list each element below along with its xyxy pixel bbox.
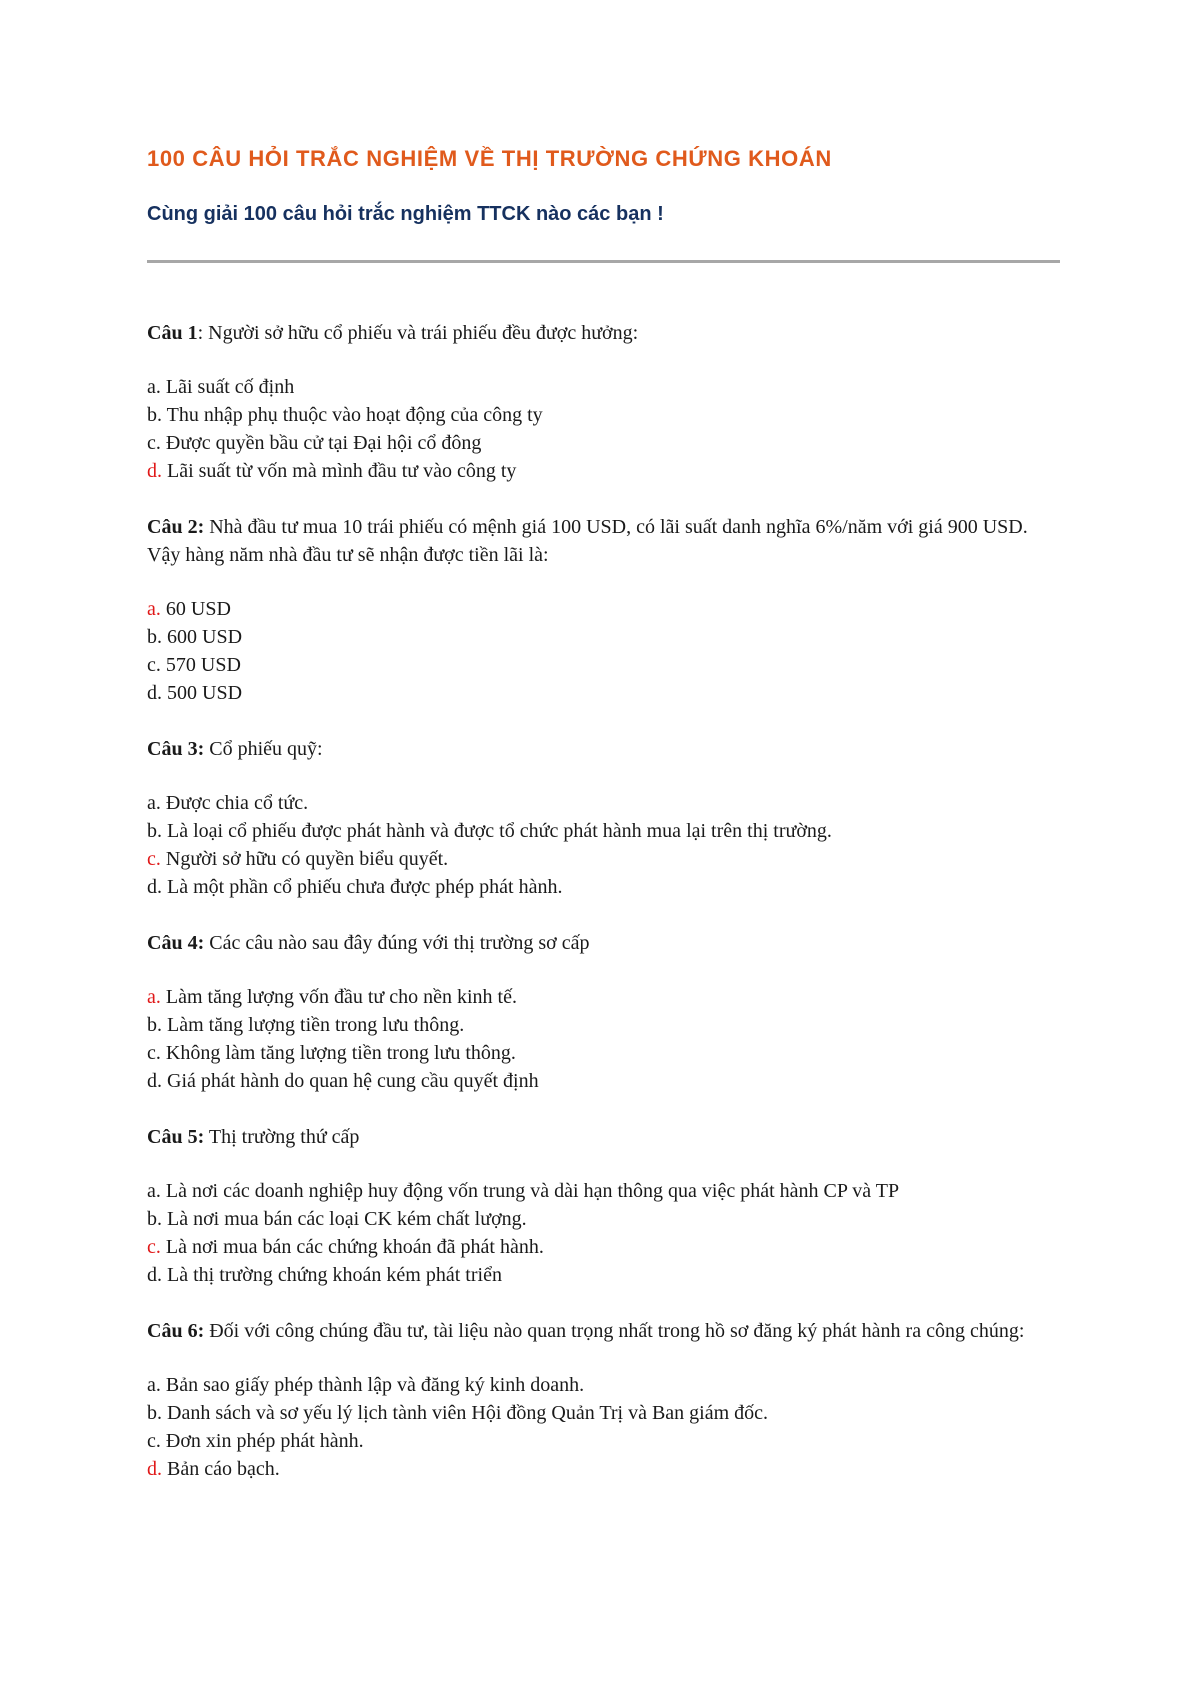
answer-option [147, 651, 1047, 679]
answer-text: Là loại cổ phiếu được phát hành và được tổ chức phát hành mua lại trên thị trường. [162, 820, 832, 842]
answer-option [147, 1205, 1047, 1233]
answer-letter: a. [147, 1374, 161, 1396]
answer-option [147, 1427, 1047, 1455]
document-subtitle: Cùng giải 100 câu hỏi trắc nghiệm TTCK nào các bạn ! [147, 203, 664, 225]
answer-text: Là một phần cổ phiếu chưa được phép phát hành. [162, 876, 563, 898]
answer-option [147, 1067, 1047, 1095]
question-block [147, 1123, 1047, 1289]
answer-option [147, 1399, 1047, 1427]
answer-letter: b. [147, 1014, 162, 1036]
question-body: Cổ phiếu quỹ: [209, 738, 323, 760]
answer-text: Được chia cổ tức. [160, 792, 309, 814]
answer-option [147, 373, 1047, 401]
answer-text: 60 USD [160, 598, 231, 620]
answer-letter: b. [147, 1208, 162, 1230]
question-body: Thị trường thứ cấp [208, 1126, 360, 1148]
answer-letter: c. [147, 1430, 161, 1452]
question-block [147, 319, 1047, 485]
horizontal-divider [147, 260, 1060, 263]
question-text [147, 1123, 1047, 1151]
answer-options [147, 983, 1047, 1095]
document-title: 100 CÂU HỎI TRẮC NGHIỆM VỀ THỊ TRƯỜNG CHỨNG KHOÁN [147, 146, 832, 171]
answer-text: Đơn xin phép phát hành. [160, 1430, 364, 1452]
answer-text: Làm tăng lượng vốn đầu tư cho nền kinh tế. [160, 986, 517, 1008]
question-text [147, 1317, 1047, 1345]
question-block [147, 929, 1047, 1095]
question-text [147, 319, 1047, 347]
answer-text: 570 USD [160, 654, 241, 676]
answer-text: Bản cáo bạch. [162, 1458, 280, 1480]
answer-letter: c. [147, 654, 161, 676]
answer-option [147, 679, 1047, 707]
question-text [147, 929, 1047, 957]
answer-option [147, 1261, 1047, 1289]
answer-letter: b. [147, 820, 162, 842]
answer-option [147, 983, 1047, 1011]
answer-option [147, 1039, 1047, 1067]
answer-letter: d. [147, 1070, 162, 1092]
correct-answer-letter: d. [147, 1458, 162, 1480]
answer-option [147, 845, 1047, 873]
answer-letter: d. [147, 682, 162, 704]
answer-option [147, 817, 1047, 845]
question-list [147, 319, 1047, 1483]
answer-text: Được quyền bầu cử tại Đại hội cổ đông [160, 432, 482, 454]
answer-text: Danh sách và sơ yếu lý lịch tành viên Hội đồng Quản Trị và Ban giám đốc. [162, 1402, 769, 1424]
question-number: Câu 5: [147, 1126, 205, 1148]
answer-option [147, 1233, 1047, 1261]
answer-text: Là nơi mua bán các chứng khoán đã phát hành. [160, 1236, 544, 1258]
question-block [147, 1317, 1047, 1483]
answer-letter: d. [147, 1264, 162, 1286]
question-number: Câu 4: [147, 932, 205, 954]
answer-option [147, 623, 1047, 651]
answer-text: 500 USD [162, 682, 243, 704]
question-text [147, 513, 1047, 569]
question-separator: : [197, 322, 209, 344]
answer-option [147, 457, 1047, 485]
question-block [147, 735, 1047, 901]
question-number: Câu 6: [147, 1320, 205, 1342]
question-body: Các câu nào sau đây đúng với thị trường sơ cấp [209, 932, 590, 954]
answer-option [147, 789, 1047, 817]
answer-text: Làm tăng lượng tiền trong lưu thông. [162, 1014, 465, 1036]
correct-answer-letter: c. [147, 1236, 161, 1258]
answer-letter: c. [147, 1042, 161, 1064]
question-body: Nhà đầu tư mua 10 trái phiếu có mệnh giá 100 USD, có lãi suất danh nghĩa 6%/năm với giá 900 USD. Vậy hàng năm nhà đầu tư sẽ nhận được tiền lãi là: [147, 516, 1028, 566]
answer-letter: a. [147, 792, 161, 814]
answer-options [147, 789, 1047, 901]
answer-options [147, 1177, 1047, 1289]
answer-options [147, 1371, 1047, 1483]
question-number: Câu 2: [147, 516, 205, 538]
answer-text: Người sở hữu có quyền biểu quyết. [160, 848, 449, 870]
answer-letter: b. [147, 626, 162, 648]
answer-option [147, 1011, 1047, 1039]
answer-option [147, 595, 1047, 623]
answer-option [147, 401, 1047, 429]
answer-option [147, 1371, 1047, 1399]
answer-text: Lãi suất cố định [160, 376, 295, 398]
question-number: Câu 3: [147, 738, 205, 760]
answer-letter: a. [147, 376, 161, 398]
correct-answer-letter: a. [147, 986, 161, 1008]
answer-text: Giá phát hành do quan hệ cung cầu quyết định [162, 1070, 539, 1092]
answer-letter: b. [147, 1402, 162, 1424]
answer-text: Thu nhập phụ thuộc vào hoạt động của công ty [162, 404, 543, 426]
answer-options [147, 595, 1047, 707]
answer-text: Là thị trường chứng khoán kém phát triển [162, 1264, 502, 1286]
answer-options [147, 373, 1047, 485]
answer-text: Lãi suất từ vốn mà mình đầu tư vào công ty [162, 460, 517, 482]
answer-letter: a. [147, 1180, 161, 1202]
answer-option [147, 1455, 1047, 1483]
question-block [147, 513, 1047, 707]
correct-answer-letter: c. [147, 848, 161, 870]
question-body: Đối với công chúng đầu tư, tài liệu nào quan trọng nhất trong hồ sơ đăng ký phát hành ra công chúng: [209, 1320, 1025, 1342]
question-number: Câu 1 [147, 322, 198, 344]
answer-letter: b. [147, 404, 162, 426]
answer-letter: d. [147, 876, 162, 898]
question-body: Người sở hữu cổ phiếu và trái phiếu đều được hưởng: [208, 322, 639, 344]
answer-option [147, 429, 1047, 457]
question-text [147, 735, 1047, 763]
answer-option [147, 1177, 1047, 1205]
answer-letter: c. [147, 432, 161, 454]
answer-text: Là nơi các doanh nghiệp huy động vốn trung và dài hạn thông qua việc phát hành CP và TP [160, 1180, 900, 1202]
correct-answer-letter: a. [147, 598, 161, 620]
answer-text: Là nơi mua bán các loại CK kém chất lượng. [162, 1208, 527, 1230]
correct-answer-letter: d. [147, 460, 162, 482]
answer-text: Không làm tăng lượng tiền trong lưu thông. [160, 1042, 516, 1064]
answer-text: 600 USD [162, 626, 243, 648]
answer-option [147, 873, 1047, 901]
answer-text: Bản sao giấy phép thành lập và đăng ký kinh doanh. [160, 1374, 585, 1396]
